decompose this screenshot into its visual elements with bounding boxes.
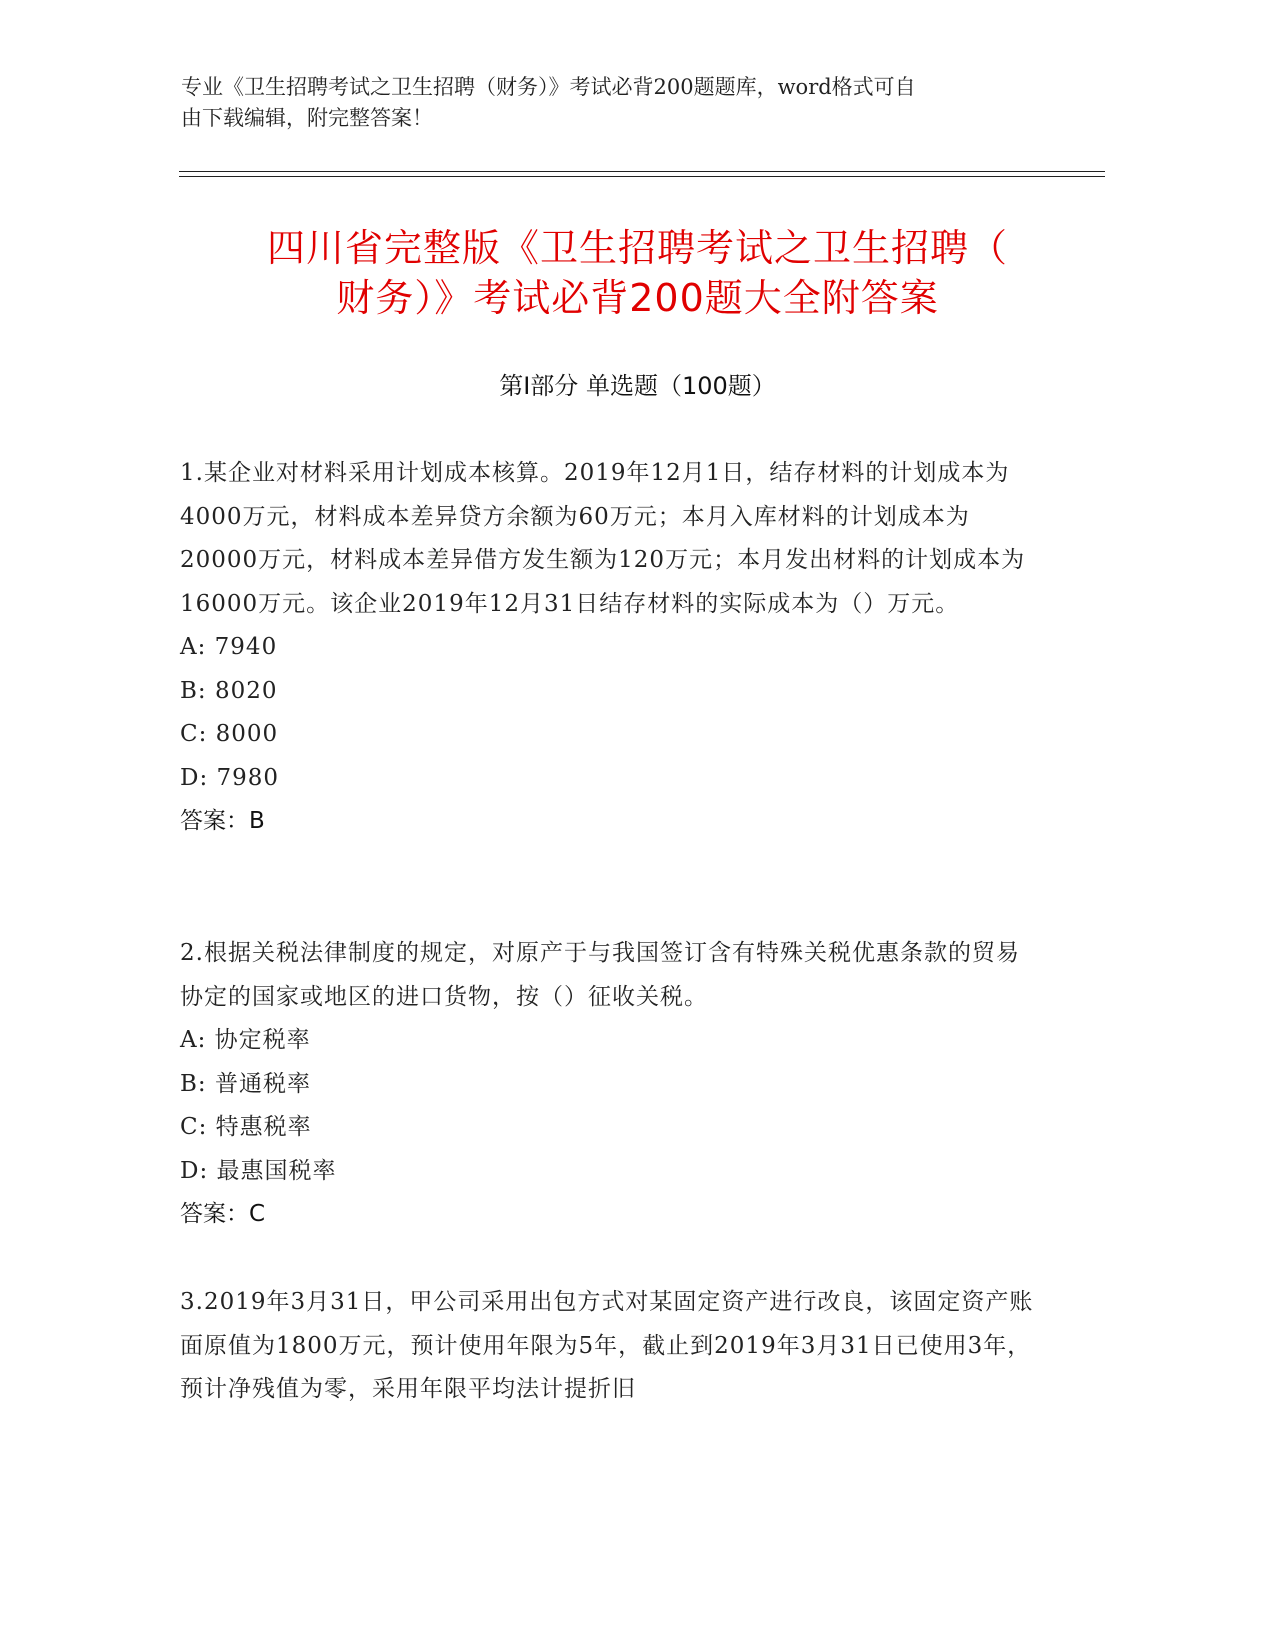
option-c: C: 8000 — [180, 721, 279, 747]
section-title: 第Ⅰ部分 单选题（100题） — [499, 372, 776, 400]
header-note-line-2: 由下载编辑，附完整答案！ — [181, 106, 433, 130]
answer: 答案：C — [180, 1201, 266, 1227]
option-d: D: 最惠国税率 — [180, 1157, 337, 1184]
question-2 — [180, 932, 1040, 1237]
question-stem: 2.根据关税法律制度的规定，对原产于与我国签订含有特殊关税优惠条款的贸易协定的国家或地区的进口货物，按（）征收关税。 — [180, 940, 1020, 1010]
header-note — [181, 72, 1061, 134]
option-a: A: 7940 — [180, 634, 278, 660]
option-d: D: 7980 — [180, 764, 280, 791]
option-b: B: 8020 — [180, 677, 278, 704]
document-title — [150, 223, 1125, 323]
question-1 — [180, 452, 1040, 844]
question-stem: 1.某企业对材料采用计划成本核算。2019年12月1日，结存材料的计划成本为4000万元，材料成本差异贷方余额为60万元；本月入库材料的计划成本为20000万元，材料成本差异借方发生额为120万元；本月发出材料的计划成本为16000万元。该企业2019年12月31日结存材料的实际成本为（）万元。 — [180, 460, 1026, 617]
option-a: A: 协定税率 — [180, 1027, 311, 1053]
question-3 — [180, 1281, 1040, 1412]
answer: 答案：B — [180, 808, 265, 834]
header-divider-top — [179, 171, 1105, 172]
document-title-line-1: 四川省完整版《卫生招聘考试之卫生招聘（ — [266, 226, 1008, 270]
document-title-line-2: 财务）》考试必背200题大全附答案 — [336, 276, 939, 320]
header-divider-bottom — [179, 176, 1105, 177]
option-c: C: 特惠税率 — [180, 1114, 312, 1140]
option-b: B: 普通税率 — [180, 1070, 311, 1097]
question-stem: 3.2019年3月31日，甲公司采用出包方式对某固定资产进行改良，该固定资产账面原值为1800万元，预计使用年限为5年，截止到2019年3月31日已使用3年，预计净残值为零，采用年限平均法计提折旧 — [180, 1289, 1034, 1402]
header-note-line-1: 专业《卫生招聘考试之卫生招聘（财务）》考试必背200题题库，word格式可自 — [181, 75, 916, 99]
